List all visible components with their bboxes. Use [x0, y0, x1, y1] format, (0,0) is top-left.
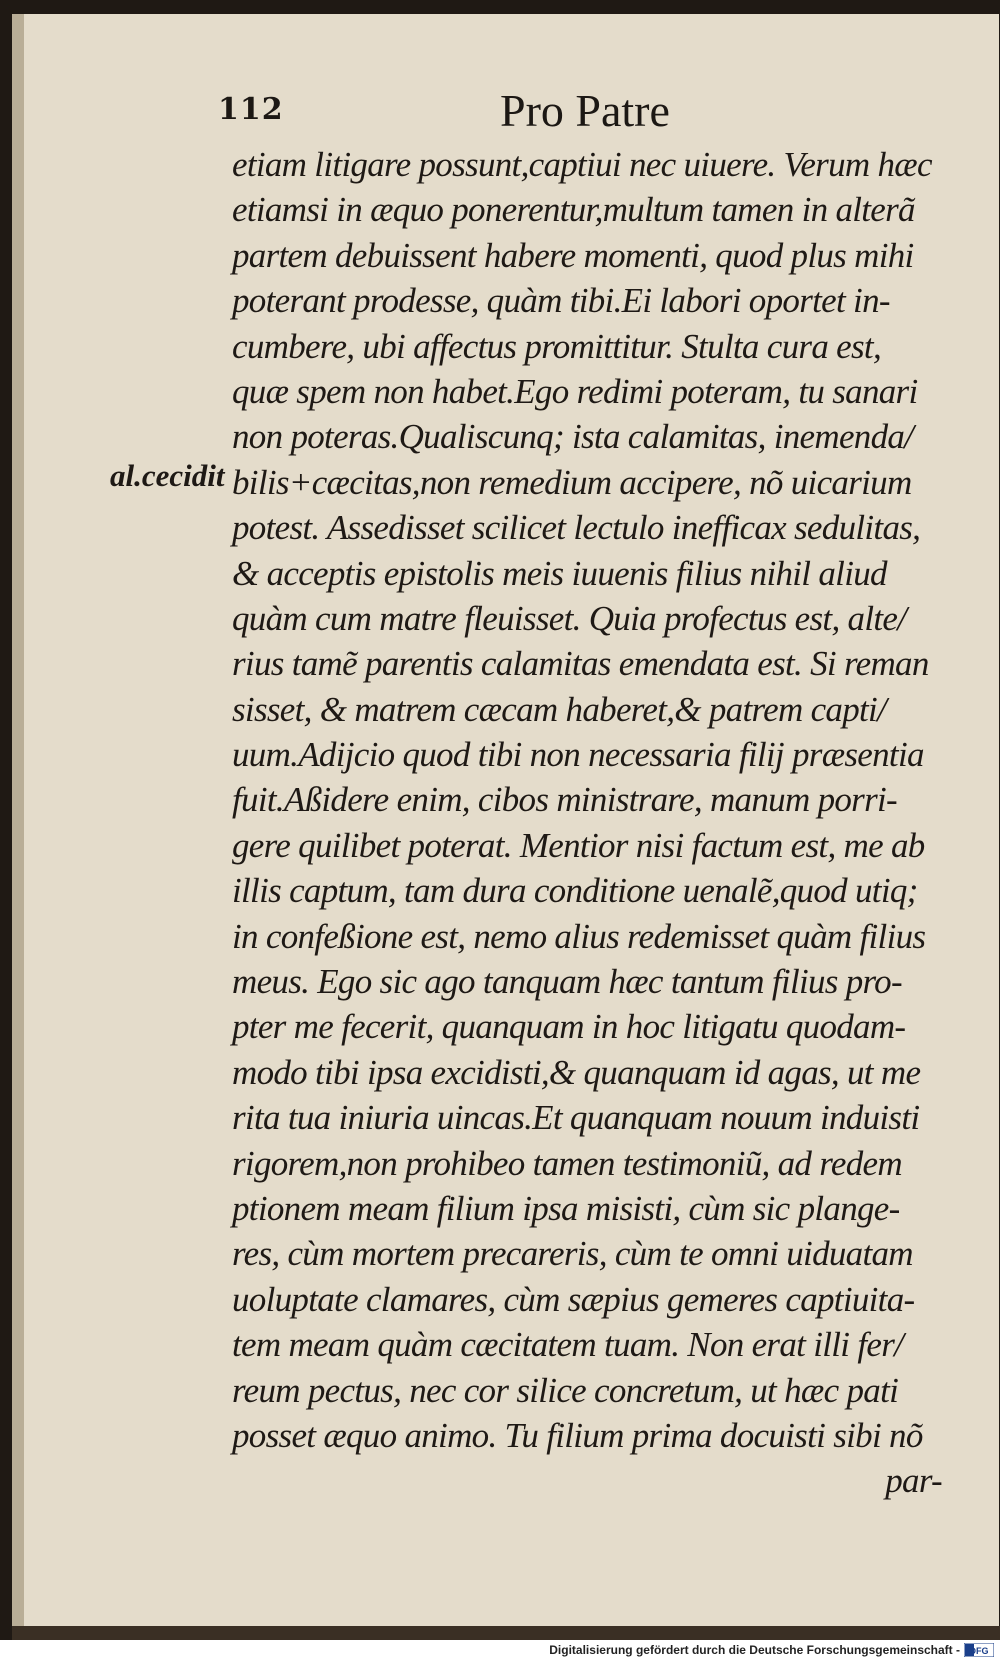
text-line: meus. Ego sic ago tanquam hæc tantum filius pro- [232, 962, 902, 1002]
text-line: potest. Assedisset scilicet lectulo inefficax sedulitas, [232, 508, 921, 548]
text-line: modo tibi ipsa excidisti,& quanquam id agas, ut me [232, 1052, 921, 1092]
text-line: quàm cum matre fleuisset. Quia profectus est, alte/ [232, 598, 907, 638]
running-head [0, 84, 985, 144]
text-line: partem debuissent habere momenti, quod plus mihi [232, 235, 914, 275]
page-number: 112 [218, 92, 284, 127]
text-line: uum.Adijcio quod tibi non necessaria filij præsentia [232, 735, 924, 775]
funding-credit: Digitalisierung gefördert durch die Deutsche Forschungsgemeinschaft - [549, 1643, 960, 1657]
text-line: poterant prodesse, quàm tibi.Ei labori oportet in- [232, 281, 890, 321]
text-line: in confeßione est, nemo alius redemisset quàm filius [232, 916, 926, 956]
text-line: ptionem meam filium ipsa misisti, cùm sic plange- [232, 1188, 900, 1228]
text-line: bilis+cæcitas,non remedium accipere, nõ uicarium [232, 462, 912, 502]
catchword: par- [885, 1461, 942, 1501]
text-line: uoluptate clamares, cùm sæpius gemeres captiuita- [232, 1279, 915, 1319]
text-line: fuit.Aßidere enim, cibos ministrare, manum porri- [232, 780, 897, 820]
text-line: rita tua iniuria uincas.Et quanquam nouum induisti [232, 1098, 920, 1138]
text-line: rigorem,non prohibeo tamen testimoniũ, ad redem [232, 1143, 902, 1183]
text-line: res, cùm mortem precareris, cùm te omni uiduatam [232, 1234, 913, 1274]
text-line: quæ spem non habet.Ego redimi poteram, tu sanari [232, 371, 918, 411]
text-line: non poteras.Qualiscunq; ista calamitas, inemenda/ [232, 417, 914, 457]
text-line: sisset, & matrem cæcam haberet,& patrem capti/ [232, 689, 887, 729]
text-line: etiamsi in æquo ponerentur,multum tamen in alterã [232, 190, 915, 230]
text-line: rius tamẽ parentis calamitas emendata est. Si reman [232, 644, 929, 684]
page-bottom-edge [12, 1626, 1000, 1640]
running-title: Pro Patre [500, 85, 670, 136]
text-line: & acceptis epistolis meis iuuenis filius nihil aliud [232, 553, 887, 593]
text-line: gere quilibet poterat. Mentior nisi factum est, me ab [232, 825, 925, 865]
page-gutter [12, 14, 24, 1626]
text-line: posset æquo animo. Tu filium prima docuisti sibi nõ [232, 1415, 923, 1455]
text-line: etiam litigare possunt,captiui nec uiuere. Verum hæc [232, 145, 932, 184]
text-line: pter me fecerit, quanquam in hoc litigatu quodam- [232, 1007, 906, 1047]
text-line: cumbere, ubi affectus promittitur. Stulta cura est, [232, 326, 882, 366]
text-line: tem meam quàm cæcitatem tuam. Non erat illi fer/ [232, 1325, 904, 1365]
body-text [232, 142, 972, 1504]
marginal-note: al.cecidit [110, 458, 225, 493]
dfg-logo-icon [964, 1643, 994, 1657]
text-line: reum pectus, nec cor silice concretum, ut hæc pati [232, 1370, 899, 1410]
footer-bar [0, 1640, 1000, 1662]
dfg-logo-text: DFG [969, 1646, 989, 1656]
text-line: illis captum, tam dura conditione uenalẽ,quod utiq; [232, 871, 918, 911]
